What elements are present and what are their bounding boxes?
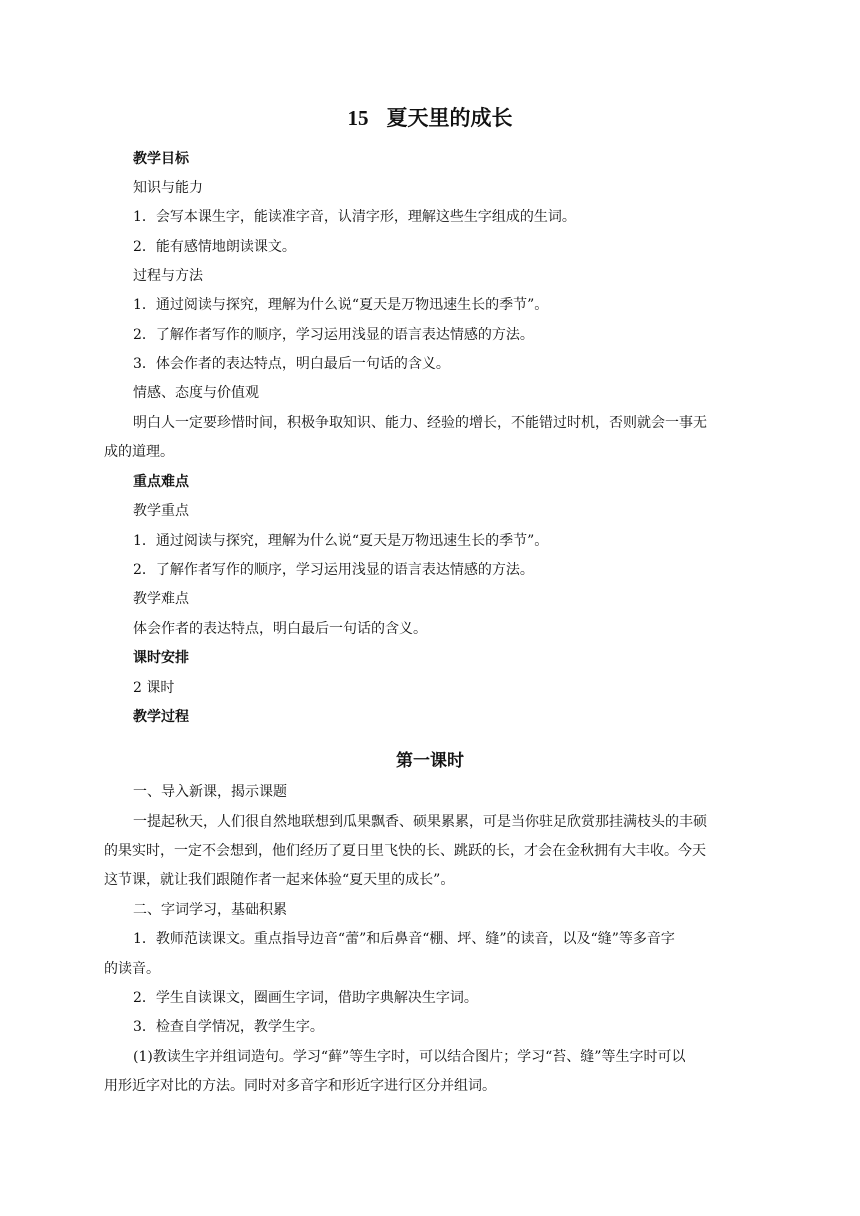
- lesson-heading: 第一课时: [396, 751, 464, 771]
- part2-heading: 二、字词学习，基础积累: [133, 902, 287, 918]
- page-title: [0, 103, 860, 133]
- key-points-heading: 重点难点: [133, 474, 189, 490]
- knowledge-item: 1．会写本课生字，能读准字音，认清字形，理解这些生字组成的生词。: [133, 209, 576, 225]
- objectives-heading: 教学目标: [133, 151, 189, 167]
- key-item: 1．通过阅读与探究，理解为什么说“夏天是万物迅速生长的季节”。: [133, 533, 549, 549]
- part2-item: 3．检查自学情况，教学生字。: [133, 1019, 324, 1035]
- process-item: 2．了解作者写作的顺序，学习运用浅显的语言表达情感的方法。: [133, 327, 534, 343]
- part2-subitem-continued: 用形近字对比的方法。同时对多音字和形近字进行区分并组词。: [104, 1078, 496, 1094]
- emotion-paragraph-line: 成的道理。: [104, 444, 174, 460]
- part2-item: 2．学生自读课文，圈画生字词，借助字典解决生字词。: [133, 990, 478, 1006]
- lesson-title: 夏天里的成长: [386, 106, 513, 130]
- schedule-text: 2 课时: [133, 680, 175, 696]
- process-heading: 过程与方法: [133, 268, 203, 284]
- emotion-heading: 情感、态度与价值观: [133, 385, 259, 401]
- key-sub-heading: 教学重点: [133, 503, 189, 519]
- part1-paragraph-line: 这节课，就让我们跟随作者一起来体验“夏天里的成长”。: [104, 872, 455, 888]
- part2-subitem: (1)教读生字并组词造句。学习“藓”等生字时，可以结合图片；学习“苔、缝”等生字时可以: [133, 1049, 686, 1065]
- emotion-paragraph-line: 明白人一定要珍惜时间，积极争取知识、能力、经验的增长，不能错过时机，否则就会一事无: [133, 415, 707, 431]
- lesson-number: 15: [347, 106, 369, 130]
- part1-paragraph-line: 一提起秋天，人们很自然地联想到瓜果飘香、硕果累累，可是当你驻足欣赏那挂满枝头的丰硕: [133, 814, 707, 830]
- schedule-heading: 课时安排: [133, 650, 189, 666]
- process-item: 1．通过阅读与探究，理解为什么说“夏天是万物迅速生长的季节”。: [133, 297, 549, 313]
- part1-paragraph-line: 的果实时，一定不会想到，他们经历了夏日里飞快的长、跳跃的长，才会在金秋拥有大丰收。今天: [104, 843, 706, 859]
- knowledge-heading: 知识与能力: [133, 180, 203, 196]
- difficulty-text: 体会作者的表达特点，明白最后一句话的含义。: [133, 621, 427, 637]
- knowledge-item: 2．能有感情地朗读课文。: [133, 239, 296, 255]
- part1-heading: 一、导入新课，揭示课题: [133, 784, 287, 800]
- process-item: 3．体会作者的表达特点，明白最后一句话的含义。: [133, 356, 450, 372]
- part2-item: 1．教师范读课文。重点指导边音“蕾”和后鼻音“棚、坪、缝”的读音，以及“缝”等多音字: [133, 931, 675, 947]
- part2-item-continued: 的读音。: [104, 961, 160, 977]
- key-item: 2．了解作者写作的顺序，学习运用浅显的语言表达情感的方法。: [133, 562, 534, 578]
- difficulty-sub-heading: 教学难点: [133, 591, 189, 607]
- teaching-process-heading: 教学过程: [133, 709, 189, 725]
